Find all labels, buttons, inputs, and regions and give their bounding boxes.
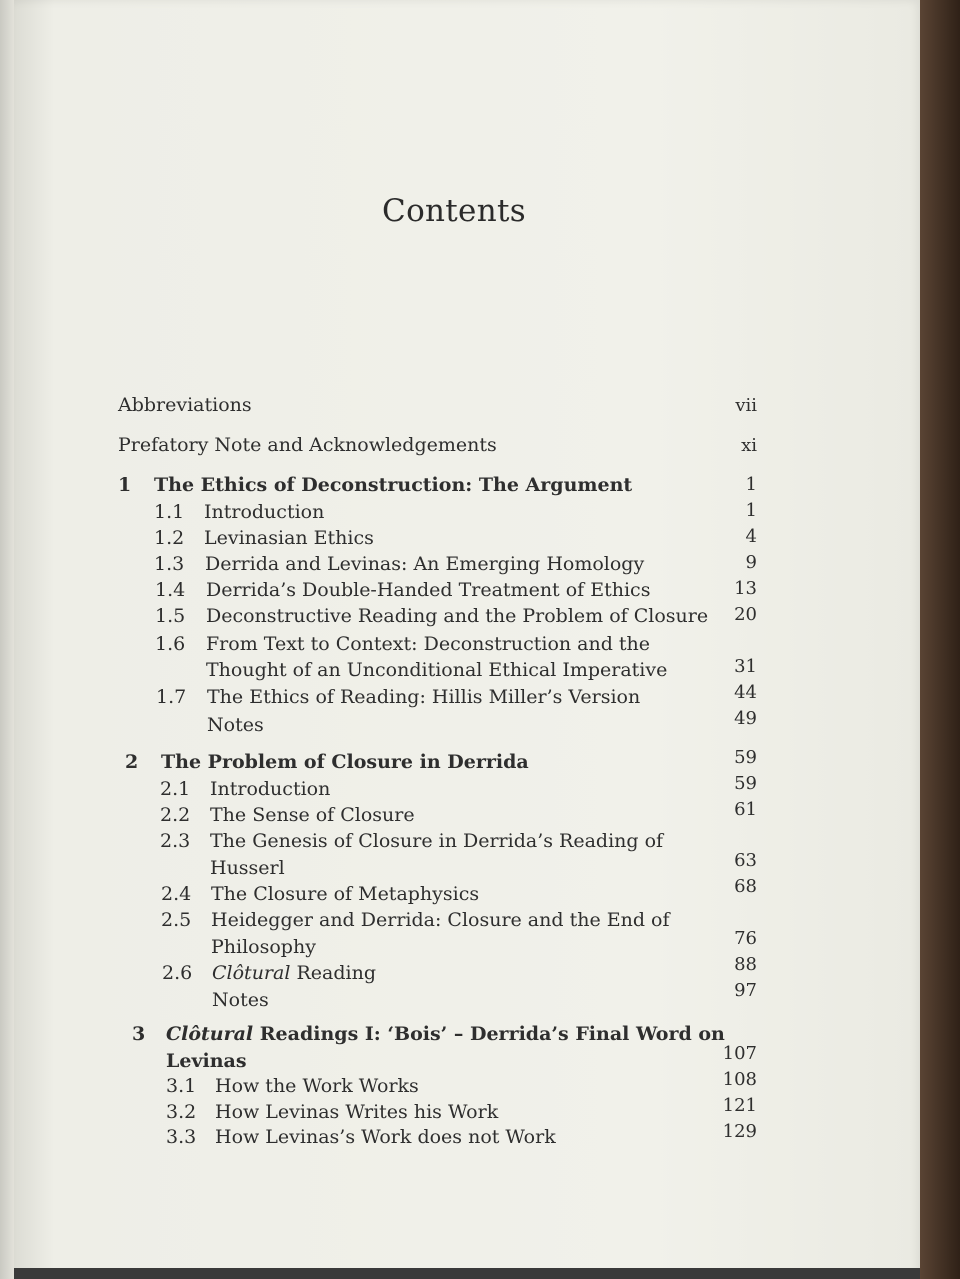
section-title: Derrida and Levinas: An Emerging Homology — [205, 553, 645, 575]
chapter-title: The Ethics of Deconstruction: The Argument — [154, 474, 633, 496]
toc-page-number: 49 — [734, 708, 757, 729]
toc-label: Prefatory Note and Acknowledgements — [118, 434, 497, 456]
section-title-rest: Reading — [290, 962, 376, 984]
section-title: Introduction — [210, 778, 331, 800]
section-title: How Levinas Writes his Work — [215, 1101, 499, 1123]
section-title: Introduction — [204, 501, 325, 523]
toc-page-number: 44 — [734, 682, 757, 703]
toc-page-number: xi — [741, 435, 757, 456]
toc-label: Abbreviations — [118, 394, 252, 416]
section-number: 2.3 — [160, 830, 191, 852]
toc-page-number: 13 — [734, 578, 757, 599]
section-title: The Sense of Closure — [210, 804, 415, 826]
toc-notes-1 — [207, 712, 264, 738]
section-title: How Levinas’s Work does not Work — [215, 1126, 556, 1148]
table-surface — [920, 0, 960, 1279]
section-number: 1.6 — [155, 633, 186, 655]
section-title-italic: Clôtural — [212, 962, 291, 984]
toc-page-number: 68 — [734, 876, 757, 897]
notes-label: Notes — [207, 714, 264, 736]
toc-page-number: 88 — [734, 954, 757, 975]
section-title — [212, 960, 376, 986]
toc-section-1-6-cont — [206, 657, 667, 683]
section-number: 1.7 — [156, 686, 187, 708]
section-number: 2.1 — [160, 778, 191, 800]
toc-page-number: 59 — [734, 773, 757, 794]
toc-page-number: 121 — [722, 1095, 757, 1116]
toc-page-number: 107 — [722, 1043, 757, 1064]
toc-page-number: 9 — [745, 552, 757, 573]
chapter-title: The Problem of Closure in Derrida — [161, 751, 529, 773]
toc-section-2-5-cont — [211, 934, 316, 960]
toc-page-number: 1 — [745, 500, 757, 521]
section-number: 1.1 — [154, 501, 185, 523]
section-number: 1.5 — [155, 605, 186, 627]
section-number: 2.6 — [162, 962, 193, 984]
toc-section-2-3-cont — [210, 855, 285, 881]
toc-notes-2 — [212, 987, 269, 1013]
toc-page-number: 63 — [734, 850, 757, 871]
chapter-title-italic: Clôtural — [166, 1023, 254, 1045]
toc-page-number: 59 — [734, 747, 757, 768]
chapter-title-line-1 — [166, 1021, 725, 1047]
chapter-number: 3 — [132, 1023, 146, 1045]
section-number: 3.3 — [166, 1126, 197, 1148]
section-title-line-2: Husserl — [210, 857, 285, 879]
section-number: 1.3 — [154, 553, 185, 575]
section-number: 2.2 — [160, 804, 191, 826]
section-title: The Closure of Metaphysics — [211, 883, 480, 905]
section-title: The Ethics of Reading: Hillis Miller’s Version — [207, 686, 641, 708]
page-title: Contents — [382, 193, 526, 229]
section-number: 1.2 — [154, 527, 185, 549]
section-title: Derrida’s Double-Handed Treatment of Ethics — [206, 579, 651, 601]
toc-page-number: 31 — [734, 656, 757, 677]
chapter-title-line-2: Levinas — [166, 1050, 247, 1072]
book-page — [14, 0, 924, 1279]
section-number: 2.5 — [161, 909, 192, 931]
toc-page-number: 1 — [745, 474, 757, 495]
page-bottom-edge — [14, 1268, 920, 1279]
section-number: 3.2 — [166, 1101, 197, 1123]
toc-page-number: 97 — [734, 980, 757, 1001]
toc-entry-abbreviations — [118, 392, 252, 418]
toc-page-number: 20 — [734, 604, 757, 625]
toc-page-number: 108 — [722, 1069, 757, 1090]
section-title-line-1: From Text to Context: Deconstruction and the — [206, 633, 651, 655]
chapter-number: 1 — [118, 474, 132, 496]
section-title: Levinasian Ethics — [204, 527, 374, 549]
section-number: 2.4 — [161, 883, 192, 905]
toc-entry-prefatory-note — [118, 432, 497, 458]
toc-page-number: 4 — [745, 526, 757, 547]
toc-page-number: vii — [735, 395, 757, 416]
chapter-number: 2 — [125, 751, 139, 773]
section-title-line-1: Heidegger and Derrida: Closure and the End of — [211, 909, 670, 931]
toc-page-number: 129 — [722, 1121, 757, 1142]
section-number: 3.1 — [166, 1075, 197, 1097]
section-title: How the Work Works — [215, 1075, 419, 1097]
toc-page-number: 61 — [734, 799, 757, 820]
section-title: Deconstructive Reading and the Problem of Closure — [206, 605, 709, 627]
section-number: 1.4 — [155, 579, 186, 601]
section-title-line-1: The Genesis of Closure in Derrida’s Reading of — [210, 830, 664, 852]
section-title-line-2: Thought of an Unconditional Ethical Imperative — [206, 659, 668, 681]
notes-label: Notes — [212, 989, 269, 1011]
toc-chapter-3-cont — [166, 1048, 247, 1074]
section-title-line-2: Philosophy — [211, 936, 316, 958]
toc-page-number: 76 — [734, 928, 757, 949]
chapter-title-rest: Readings I: ‘Bois’ – Derrida’s Final Word on — [253, 1023, 725, 1045]
